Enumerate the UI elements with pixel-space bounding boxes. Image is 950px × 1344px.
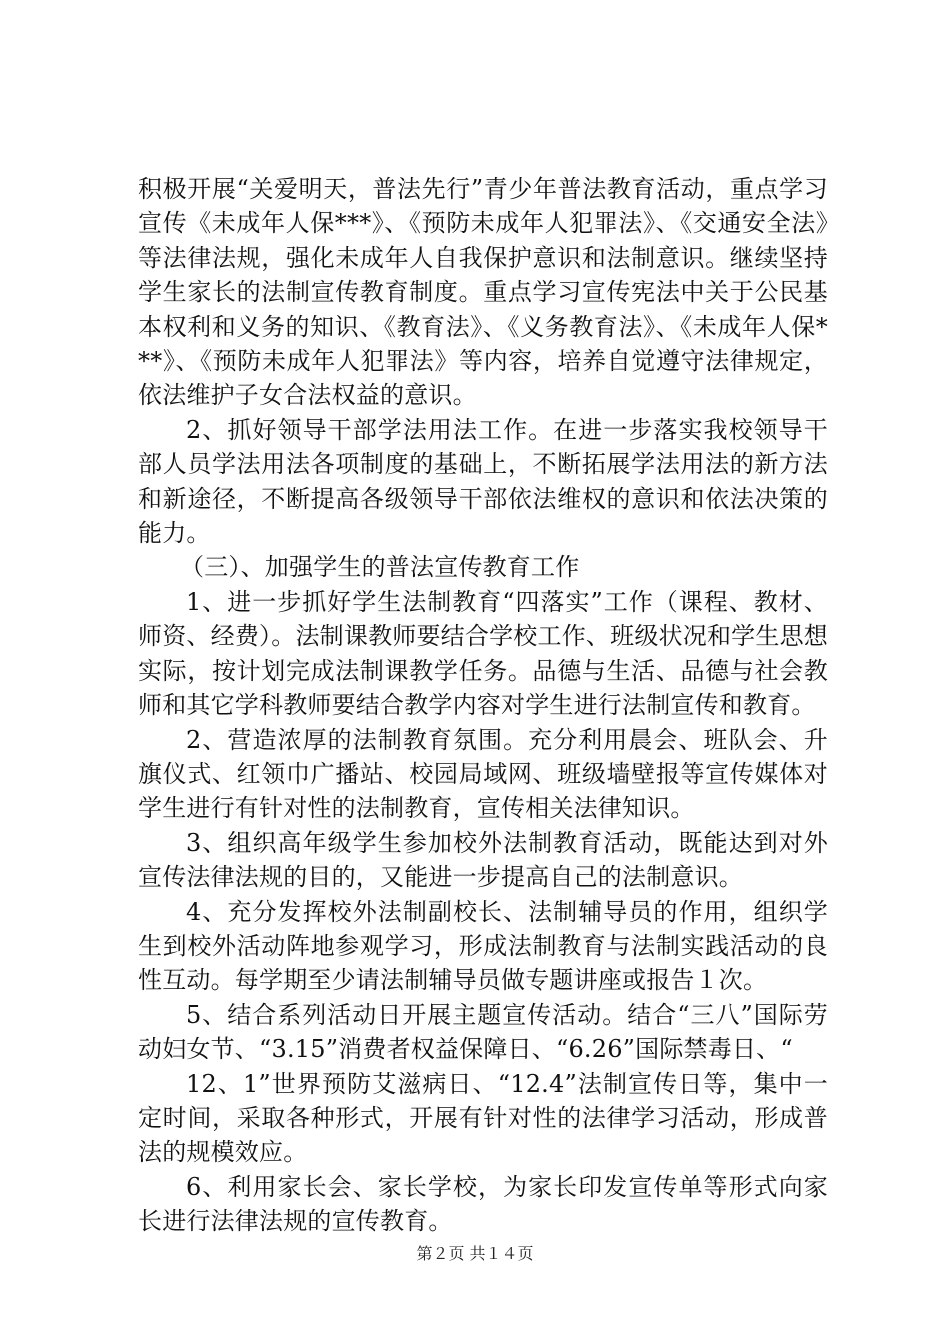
paragraph-education-atmosphere: 2、营造浓厚的法制教育氛围。充分利用晨会、班队会、升旗仪式、红领巾广播站、校园局域网、班级墙壁报等宣传媒体对学生进行有针对性的法制教育，宣传相关法律知识。 [138,725,828,823]
paragraph-leaders-law-study: 2、抓好领导干部学法用法工作。在进一步落实我校领导干部人员学法用法各项制度的基础上，不断拓展学法用法的新方法和新途径，不断提高各级领导干部依法维权的意识和依法决策的能力。 [138,415,828,548]
document-body [138,172,828,1239]
paragraph-four-implementations: 1、进一步抓好学生法制教育“四落实”工作（课程、教材、师资、经费）。法制课教师要结合学校工作、班级状况和学生思想实际，按计划完成法制课教学任务。品德与生活、品德与社会教师和其它学科教师要结合教学内容对学生进行法制宣传和教育。 [138,587,828,720]
paragraph-continuation: 积极开展“关爱明天，普法先行”青少年普法教育活动，重点学习宣传《未成年人保***》、《预防未成年人犯罪法》、《交通安全法》等法律法规，强化未成年人自我保护意识和法制意识。继续坚持学生家长的法制宣传教育制度。重点学习宣传宪法中关于公民基本权利和义务的知识、《教育法》、《义务教育法》、《未成年人保***》、《预防未成年人犯罪法》等内容，培养自觉遵守法律规定，依法维护子女合法权益的意识。 [138,175,828,410]
paragraph-vice-principal-role: 4、充分发挥校外法制副校长、法制辅导员的作用，组织学生到校外活动阵地参观学习，形成法制教育与法制实践活动的良性互动。每学期至少请法制辅导员做专题讲座或报告１次。 [138,897,828,995]
paragraph-theme-days-continued: 12、1”世界预防艾滋病日、“12.4”法制宣传日等，集中一定时间，采取各种形式，开展有针对性的法律学习活动，形成普法的规模效应。 [138,1069,828,1167]
paragraph-offcampus-activities: 3、组织高年级学生参加校外法制教育活动，既能达到对外宣传法律法规的目的，又能进一步提高自己的法制意识。 [138,828,828,892]
page-number-footer: 第２页 共１４页 [416,1244,534,1263]
paragraph-parent-meetings: 6、利用家长会、家长学校，为家长印发宣传单等形式向家长进行法律法规的宣传教育。 [138,1172,828,1236]
paragraph-theme-days: 5、结合系列活动日开展主题宣传活动。结合“三八”国际劳动妇女节、“3.15”消费者权益保障日、“6.26”国际禁毒日、“ [138,1000,828,1064]
section-heading-student-education: （三）、加强学生的普法宣传教育工作 [180,553,580,582]
